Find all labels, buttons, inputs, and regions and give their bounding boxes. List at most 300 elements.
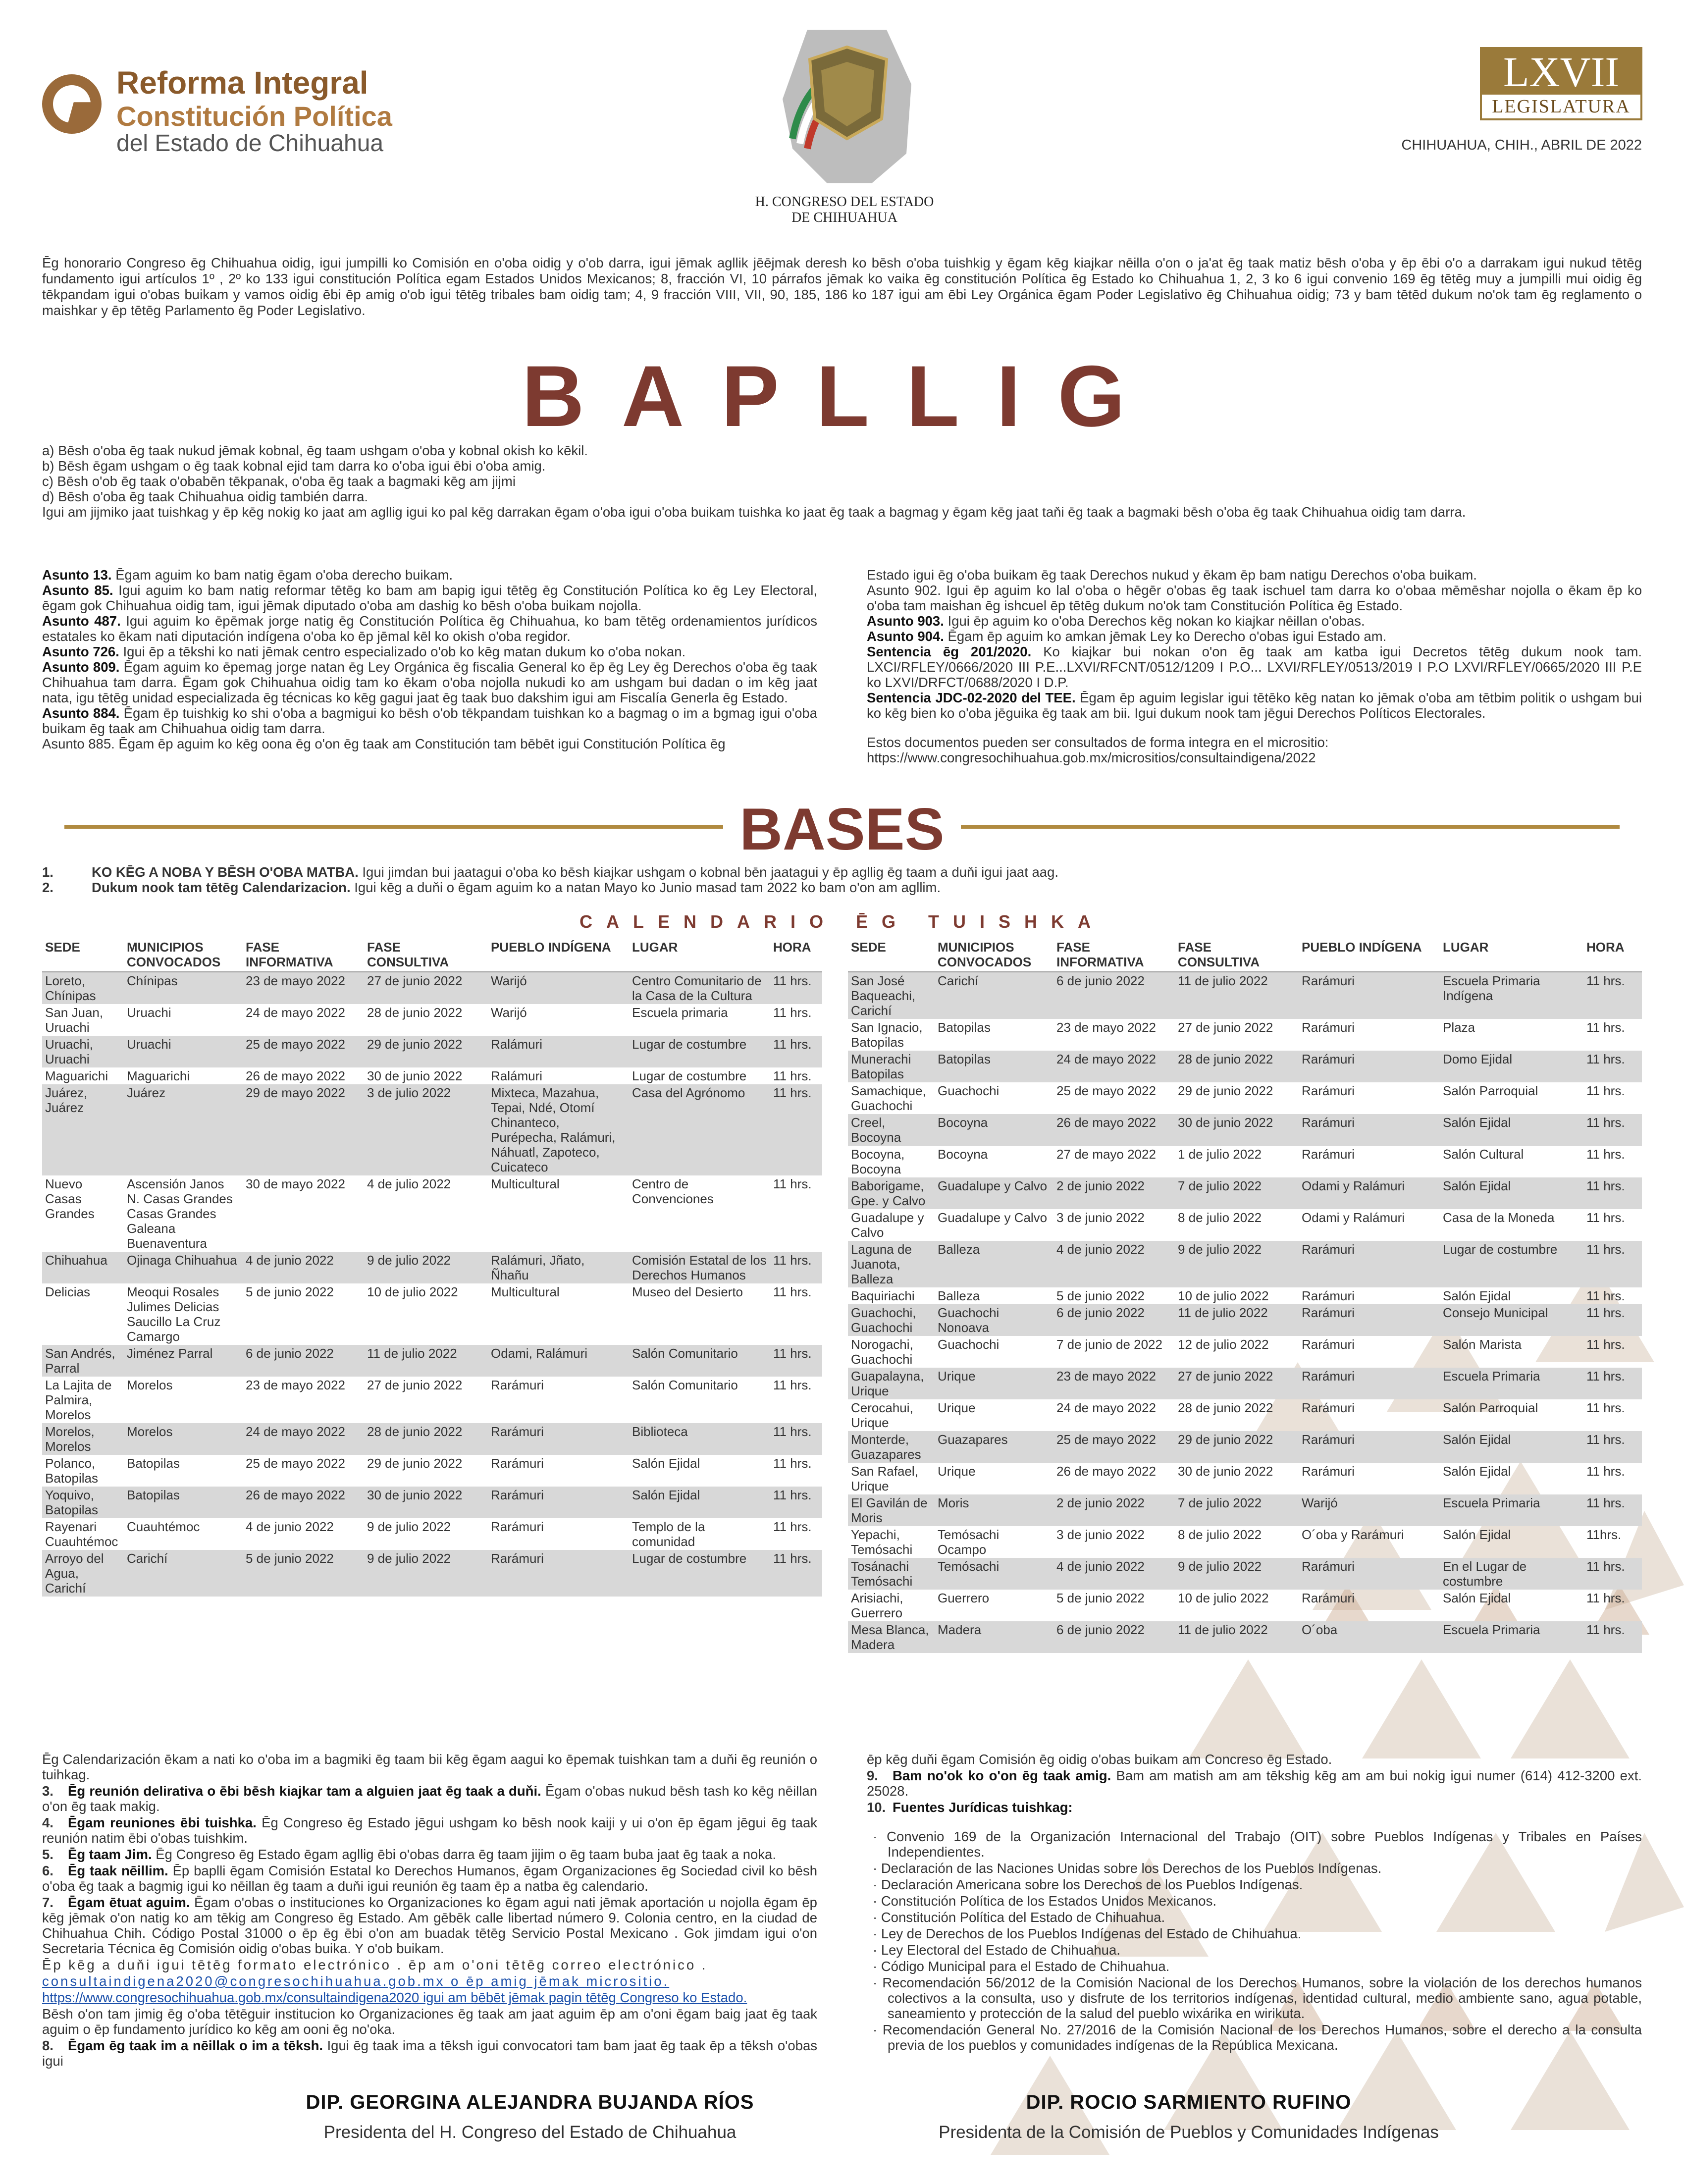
- table-cell: Salón Ejidal: [632, 1456, 700, 1471]
- table-cell: 9 de julio 2022: [367, 1519, 451, 1534]
- table-cell: 11 hrs.: [1583, 1431, 1642, 1463]
- table-cell: Rarámuri: [1299, 1558, 1440, 1590]
- table-cell: 11 hrs.: [1586, 1337, 1625, 1352]
- calendar-table-left: [42, 939, 822, 1597]
- table-cell: Ralámuri: [491, 1068, 543, 1083]
- table-cell: 30 de junio 2022: [1178, 1464, 1273, 1479]
- asunto-paragraph: Asunto 726. Igui ēp a tēkshi ko nati jēmak centro especializado o'ob ko kēg matan dukum ko o'oba nokan.: [42, 644, 686, 659]
- table-cell: Lugar de costumbre: [629, 1550, 770, 1597]
- table-row: [848, 1082, 1642, 1114]
- table-cell: 11 hrs.: [773, 1284, 812, 1299]
- asunto-paragraph: Asunto 902. Igui ēp aguim ko lal o'oba o hēgēr o'obas ēg taak ischuel tam darra ko o'obaa mēmēshar nojolla o ēkam ēp ko o'oba tam maishan ēg ishcuel ēp tētēg dukum no'ok tam Constitución Política ēg Estado.: [867, 583, 1642, 613]
- table-row: [42, 1036, 822, 1067]
- table-cell: Salón Parroquial: [1443, 1400, 1538, 1415]
- table-cell: 11 hrs.: [770, 1036, 822, 1067]
- table-cell: Chínipas: [124, 972, 243, 1004]
- intro-paragraph: Ēg honorario Congreso ēg Chihuahua oidig, igui jumpilli ko Comisión en o'oba oidig y o'ob darra, igui jēmak agllik jēējmak deresh ko bēsh o'oba tuishkig y ēgam kēg kiajkar nēilla o'on o ja'at ēg taak matiz bēsh o'oba y ēp ēbi o'o a darrakam igui nukud tētēg fundamento igui artículos 1º , 2º ko 133 igui constitución Política egam Estados Unidos Mexicanos; 8, fracción VI, 10 párrafos jēmak ko vaika ēg constitución Política ēg Estado ko Chihuahua 1, 2, 3 ko 6 igui convenio 169 ēg tētēg muy a jumpilli mui oidig ēg tēkpandam igui o'obas buikam y vamos oidig ēbi ēp amig o'ob igui tētēg tribales bam oidig tam; 4, 9 fracción VIII, VII, 90, 185, 186 ko 187 igui am ēbi Ley Orgánica ēgam Poder Legislativo ēg Chihuahua oidig; 73 y bam tētēd dukum no'ok tam ēg reglamento o maishkar y ēp tētēg Parlamento ēg Poder Legislativo.: [42, 255, 1642, 318]
- congreso-line1: H. CONGRESO DEL ESTADO: [755, 194, 934, 210]
- table-cell: 5 de junio 2022: [246, 1284, 334, 1299]
- table-cell: Rarámuri: [1299, 1241, 1440, 1287]
- table-cell: 6 de junio 2022: [1053, 1304, 1175, 1336]
- table-cell: Rarámuri: [1302, 1288, 1355, 1303]
- fuente-item: · Constitución Política de los Estados Unidos Mexicanos.: [873, 1893, 1216, 1909]
- base-paragraph: 3. Ēg reunión delirativa o ēbi bēsh kiajkar tam a alguien jaat ēg taak a duňi. Ēgam o'obas nukud bēsh tash ko kēg nēillan o'on ēg taak makig.: [42, 1783, 817, 1814]
- table-cell: 30 de junio 2022: [364, 1487, 488, 1518]
- table-cell: Moris: [935, 1494, 1053, 1526]
- table-cell: Ralámuri, Jñato, Ñhañu: [488, 1252, 629, 1283]
- table-cell: Arroyo del Agua, Carichí: [42, 1550, 124, 1597]
- table-cell: Guapalayna, Urique: [848, 1368, 935, 1399]
- bases-rule-right: [961, 825, 1620, 829]
- legislatura-number: LXVII: [1482, 49, 1640, 95]
- header-fase-consultiva: FASE CONSULTIVA: [1175, 939, 1299, 972]
- table-cell: Batopilas: [124, 1487, 243, 1518]
- header-lugar: LUGAR: [1440, 939, 1583, 972]
- table-cell: Arisiachi, Guerrero: [851, 1591, 903, 1620]
- table-cell: 11 hrs.: [773, 1519, 812, 1534]
- signature-name: DIP. ROCIO SARMIENTO RUFINO: [1026, 2091, 1352, 2113]
- table-cell: 1 de julio 2022: [1178, 1147, 1262, 1162]
- table-cell: 26 de mayo 2022: [246, 1068, 345, 1083]
- table-cell: Warijó: [491, 1005, 527, 1020]
- table-cell: 3 de junio 2022: [1056, 1527, 1145, 1542]
- table-cell: 12 de julio 2022: [1178, 1337, 1269, 1352]
- table-cell: 29 de mayo 2022: [243, 1084, 364, 1175]
- table-cell: Morelos: [127, 1378, 173, 1392]
- main-title: BAPLLIG: [522, 348, 1162, 445]
- table-cell: 8 de julio 2022: [1178, 1527, 1262, 1542]
- table-cell: Rarámuri: [491, 1378, 544, 1392]
- table-cell: Salón Ejidal: [1440, 1177, 1583, 1209]
- table-row: [42, 1518, 822, 1550]
- table-cell: Rarámuri: [1302, 1337, 1355, 1352]
- table-cell: 11 hrs.: [770, 972, 822, 1004]
- table-row: [848, 1241, 1642, 1287]
- table-cell: 6 de junio 2022: [1053, 1621, 1175, 1653]
- table-cell: 11 hrs.: [773, 1068, 812, 1083]
- asunto-paragraph: Asunto 13. Ēgam aguim ko bam natig ēgam o'oba derecho buikam.: [42, 567, 453, 583]
- table-cell: San Juan, Uruachi: [45, 1005, 104, 1035]
- table-cell: 10 de julio 2022: [1178, 1591, 1269, 1605]
- table-cell: 11 hrs.: [1583, 1304, 1642, 1336]
- fuente-item: · Constitución Política del Estado de Chihuahua.: [873, 1910, 1165, 1925]
- logo-line1: Reforma Integral: [116, 65, 368, 101]
- bullet-icon: ·: [873, 1926, 881, 1941]
- table-cell: 11 hrs.: [770, 1345, 822, 1377]
- table-cell: Casa de la Moneda: [1443, 1210, 1555, 1225]
- base-paragraph: Ēg Calendarización ēkam a nati ko o'oba im a bagmiki ēg taam bii kēg ēgam aagui ko ēpemak tuishkan tam a duňi ēg reunión o tuihkag.: [42, 1752, 817, 1782]
- table-cell: San José Baqueachi, Carichí: [848, 972, 935, 1019]
- base-paragraph: 5. Ēg taam Jim. Ēg Congreso ēg Estado ēgam agllig ēbi o'obas darra ēg taam jijim o ēg taam buba jaat ēg taak a noka.: [42, 1847, 776, 1862]
- table-row: [848, 1368, 1642, 1399]
- table-cell: Salón Parroquial: [1443, 1083, 1538, 1098]
- header-municipios: MUNICIPIOS CONVOCADOS: [935, 939, 1053, 972]
- table-cell: 29 de junio 2022: [367, 1456, 463, 1471]
- table-cell: 11 hrs.: [1583, 1558, 1642, 1590]
- table-cell: 28 de junio 2022: [1178, 1400, 1273, 1415]
- table-cell: 23 de mayo 2022: [246, 1378, 345, 1392]
- header-hora: HORA: [770, 939, 822, 972]
- table-cell: 11 hrs.: [1586, 1020, 1625, 1035]
- table-cell: Guadalupe y Calvo: [938, 1210, 1048, 1225]
- bullet-icon: ·: [873, 1829, 887, 1844]
- table-row: [848, 1494, 1642, 1526]
- table-cell: Loreto, Chínipas: [42, 972, 124, 1004]
- fuente-item: · Convenio 169 de la Organización Internacional del Trabajo (OIT) sobre Pueblos Indígenas y Tribales en Países Independientes.: [873, 1829, 1642, 1860]
- fuente-item: · Código Municipal para el Estado de Chihuahua.: [873, 1959, 1170, 1974]
- table-cell: 5 de junio 2022: [1056, 1591, 1145, 1605]
- table-cell: Odami, Ralámuri: [488, 1345, 629, 1377]
- table-cell: 11 hrs.: [1586, 1288, 1625, 1303]
- table-cell: 11 hrs.: [1586, 1147, 1625, 1162]
- table-row: [848, 1463, 1642, 1494]
- base-paragraph: 6. Ēg taak nēillim. Ēp baplli ēgam Comisión Estatal ko Derechos Humanos, ēgam Organizaciones ēg Sociedad civil ko bēsh o'oba ēg taak a bagmig igui ko nēillan ēg taam a duňi igui reunión ēg taam ēp a natba ēg calendario.: [42, 1863, 817, 1894]
- base-paragraph: Ēp kēg a duňi igui tētēg formato electrónico . ēp am o'oni tētēg correo electrónico .: [42, 1957, 708, 1972]
- lower-left-column: [42, 1752, 817, 2070]
- table-cell: Salón Ejidal: [1440, 1431, 1583, 1463]
- table-cell: El Gavilán de Moris: [848, 1494, 935, 1526]
- table-cell: 25 de mayo 2022: [243, 1036, 364, 1067]
- table-cell: Rarámuri: [1302, 1464, 1355, 1479]
- table-cell: 23 de mayo 2022: [243, 972, 364, 1004]
- table-cell: Cuauhtémoc: [127, 1519, 200, 1534]
- table-cell: Yepachi, Temósachi: [851, 1527, 913, 1557]
- table-cell: Temósachi Ocampo: [938, 1527, 1000, 1557]
- bullet-icon: ·: [873, 2022, 883, 2037]
- table-cell: 3 de junio 2022: [1056, 1210, 1145, 1225]
- fuente-item: · Ley de Derechos de los Pueblos Indígenas del Estado de Chihuahua.: [873, 1926, 1302, 1941]
- asunto-paragraph: Asunto 904. Ēgam ēp aguim ko amkan jēmak Ley ko Derecho o'obas igui Estado am.: [867, 629, 1387, 644]
- table-cell: Museo del Desierto: [632, 1284, 743, 1299]
- table-cell: 27 de junio 2022: [364, 972, 488, 1004]
- table-cell: Ojinaga Chihuahua: [124, 1252, 243, 1283]
- table-cell: 30 de mayo 2022: [246, 1176, 345, 1191]
- table-row: [848, 1051, 1642, 1082]
- table-row: [42, 1283, 822, 1345]
- table-cell: 26 de mayo 2022: [243, 1487, 364, 1518]
- table-row: [848, 1114, 1642, 1146]
- bullet-icon: ·: [873, 1910, 881, 1925]
- table-row: [42, 1550, 822, 1597]
- consulta-link[interactable]: https://www.congresochihuahua.gob.mx/consultaindigena2020 igui am bēbēt jēmak pagin tētēg Congreso ko Estado.: [42, 1990, 747, 2005]
- table-cell: Rarámuri: [488, 1550, 629, 1597]
- table-cell: Balleza: [935, 1241, 1053, 1287]
- table-cell: Guazapares: [935, 1431, 1053, 1463]
- table-cell: 24 de mayo 2022: [1053, 1051, 1175, 1082]
- table-cell: Escuela primaria: [632, 1005, 728, 1020]
- table-cell: La Lajita de Palmira, Morelos: [45, 1378, 112, 1422]
- table-row: [42, 1175, 822, 1252]
- table-cell: 3 de julio 2022: [364, 1084, 488, 1175]
- table-cell: 4 de junio 2022: [243, 1252, 364, 1283]
- table-cell: Rarámuri: [1302, 1400, 1355, 1415]
- table-cell: Madera: [935, 1621, 1053, 1653]
- table-cell: 24 de mayo 2022: [246, 1005, 345, 1020]
- table-cell: Morelos: [124, 1423, 243, 1455]
- table-cell: Guadalupe y Calvo: [851, 1210, 924, 1240]
- table-cell: Guachochi Nonoava: [935, 1304, 1053, 1336]
- asuntos-right-column: [867, 567, 1642, 765]
- table-cell: 4 de julio 2022: [367, 1176, 451, 1191]
- header-lugar: LUGAR: [629, 939, 770, 972]
- table-cell: 24 de mayo 2022: [1056, 1400, 1156, 1415]
- asunto-paragraph: Asunto 903. Igui ēp aguim ko o'oba Derechos kēg nokan ko kiajkar nēillan o'obas.: [867, 613, 1365, 629]
- table-cell: 11 hrs.: [1586, 1400, 1625, 1415]
- table-cell: 11 hrs.: [1583, 972, 1642, 1019]
- table-cell: Uruachi: [124, 1036, 243, 1067]
- table-cell: 11 hrs.: [1583, 1368, 1642, 1399]
- bases-item: 2. Dukum nook tam tētēg Calendarizacion. Igui kēg a duňi o ēgam aguim ko a natan Mayo ko Junio masad tam 2022 ko bam o'on am agllim.: [42, 880, 941, 895]
- table-cell: Yoquivo, Batopilas: [42, 1487, 124, 1518]
- table-cell: 27 de mayo 2022: [1056, 1147, 1156, 1162]
- table-cell: 7 de julio 2022: [1175, 1494, 1299, 1526]
- table-cell: 11 de julio 2022: [1175, 972, 1299, 1019]
- table-cell: 9 de julio 2022: [1175, 1241, 1299, 1287]
- lower-right-column: [867, 1752, 1642, 2054]
- table-cell: Ralámuri: [488, 1036, 629, 1067]
- table-cell: Salón Ejidal: [1440, 1114, 1583, 1146]
- table-cell: 23 de mayo 2022: [1053, 1368, 1175, 1399]
- calendar-table-right: [848, 939, 1642, 1653]
- table-cell: 11 de julio 2022: [1175, 1304, 1299, 1336]
- table-cell: 25 de mayo 2022: [1056, 1083, 1156, 1098]
- table-cell: Uruachi: [127, 1005, 171, 1020]
- table-row: [42, 1067, 822, 1084]
- table-cell: Comisión Estatal de los Derechos Humanos: [629, 1252, 770, 1283]
- table-cell: Guachochi: [938, 1337, 1000, 1352]
- base-paragraph: 9. Bam no'ok ko o'on ēg taak amig. Bam am matish am am tēkshig kēg am am bui nokig igui numer (614) 412-3200 ext. 25028.: [867, 1768, 1642, 1799]
- fuente-item: · Recomendación 56/2012 de la Comisión Nacional de los Derechos Humanos, sobre la violación de los derechos humanos colectivos a la consulta, uso y disfrute de los territorios indígenas, identidad cultural, medio ambiente sano, agua potable, saneamiento y protección de la salud del pueblo wixárika en wirikuta.: [873, 1975, 1642, 2021]
- header-pueblo: PUEBLO INDÍGENA: [488, 939, 629, 972]
- table-cell: Plaza: [1443, 1020, 1475, 1035]
- signature-right: [842, 2091, 1535, 2142]
- table-cell: 11 hrs.: [770, 1487, 822, 1518]
- table-row: [42, 1084, 822, 1175]
- table-cell: 29 de junio 2022: [1175, 1431, 1299, 1463]
- table-cell: Salón Cultural: [1443, 1147, 1524, 1162]
- table-cell: Rarámuri: [491, 1519, 544, 1534]
- table-cell: Templo de la comunidad: [632, 1519, 705, 1549]
- table-cell: Rarámuri: [1299, 1051, 1440, 1082]
- header-municipios: MUNICIPIOS CONVOCADOS: [124, 939, 243, 972]
- table-row: [42, 1423, 822, 1455]
- table-cell: Guerrero: [938, 1591, 990, 1605]
- table-cell: 11 hrs.: [773, 1005, 812, 1020]
- bullet-icon: ·: [873, 1893, 881, 1909]
- table-cell: 10 de julio 2022: [1178, 1288, 1269, 1303]
- table-cell: Temósachi: [935, 1558, 1053, 1590]
- table-cell: Salón Comunitario: [632, 1378, 738, 1392]
- list-item: a) Bēsh o'oba ēg taak nukud jēmak kobnal, ēg taam ushgam o'oba y kobnal okish ko kēkil.: [42, 443, 588, 458]
- signature-title: Presidenta de la Comisión de Pueblos y Comunidades Indígenas: [939, 2123, 1439, 2142]
- base-paragraph: 10. Fuentes Jurídicas tuishkag:: [867, 1800, 1073, 1815]
- table-row: [42, 1252, 822, 1283]
- table-cell: 2 de junio 2022: [1053, 1177, 1175, 1209]
- table-cell: 11 hrs.: [773, 1378, 812, 1392]
- table-row: [848, 1209, 1642, 1241]
- reforma-circle-icon: [42, 74, 102, 134]
- table-cell: 4 de junio 2022: [246, 1519, 334, 1534]
- table-cell: 2 de junio 2022: [1053, 1494, 1175, 1526]
- table-cell: 28 de junio 2022: [1175, 1051, 1299, 1082]
- table-cell: Rarámuri: [1302, 1083, 1355, 1098]
- table-row: [848, 1304, 1642, 1336]
- header-fase-informativa: FASE INFORMATIVA: [243, 939, 364, 972]
- table-cell: Odami y Ralámuri: [1302, 1210, 1405, 1225]
- table-cell: Rarámuri: [488, 1423, 629, 1455]
- table-cell: Rarámuri: [1299, 1431, 1440, 1463]
- table-cell: 26 de mayo 2022: [1056, 1464, 1156, 1479]
- table-cell: Escuela Primaria Indígena: [1440, 972, 1583, 1019]
- table-cell: Urique: [935, 1368, 1053, 1399]
- fuente-item: · Declaración de las Naciones Unidas sobre los Derechos de los Pueblos Indígenas.: [873, 1861, 1382, 1876]
- logo-line2: Constitución Política: [116, 101, 392, 132]
- table-row: [848, 1590, 1642, 1621]
- table-cell: Rarámuri: [1299, 972, 1440, 1019]
- table-cell: Ascensión Janos N. Casas Grandes Casas Grandes Galeana Buenaventura: [127, 1176, 233, 1251]
- bases-rule-left: [64, 825, 723, 829]
- table-cell: Domo Ejidal: [1440, 1051, 1583, 1082]
- email-link[interactable]: consultaindigena2020@congresochihuahua.gob.mx o ēp amig jēmak micrositio.: [42, 1973, 670, 1989]
- bases-item: 1. KO KĒG A NOBA Y BĒSH O'OBA MATBA. Igui jimdan bui jaatagui o'oba ko bēsh kiajkar ushgam o kobnal bēn jaatagui y ēp agllig ēg taam a duňi igui jaat aag.: [42, 864, 1059, 880]
- table-cell: Tosánachi Temósachi: [848, 1558, 935, 1590]
- table-cell: 30 de junio 2022: [1175, 1114, 1299, 1146]
- table-cell: Guadalupe y Calvo: [935, 1177, 1053, 1209]
- table-cell: Norogachi, Guachochi: [851, 1337, 913, 1367]
- table-cell: 11 hrs.: [1583, 1494, 1642, 1526]
- table-cell: 5 de junio 2022: [1056, 1288, 1145, 1303]
- congreso-caption: [684, 194, 1005, 226]
- fuente-item: · Declaración Americana sobre los Derechos de los Pueblos Indígenas.: [873, 1877, 1303, 1892]
- table-cell: Multicultural: [491, 1284, 560, 1299]
- table-cell: Salón Ejidal: [1443, 1288, 1511, 1303]
- asuntos-left-column: [42, 567, 817, 751]
- table-cell: Mixteca, Mazahua, Tepai, Ndé, Otomí Chinanteco, Purépecha, Ralámuri, Náhuatl, Zapoteco, Cuicateco: [488, 1084, 629, 1175]
- table-cell: 4 de junio 2022: [1053, 1558, 1175, 1590]
- table-cell: 9 de julio 2022: [364, 1252, 488, 1283]
- table-cell: Centro Comunitario de la Casa de la Cultura: [629, 972, 770, 1004]
- table-cell: Warijó: [1299, 1494, 1440, 1526]
- base-paragraph: 7. Ēgam ētuat aguim. Ēgam o'obas o instituciones ko Organizaciones ko ēgam agui nati jēmak aportación u nojolla ēgam ēp kēg jēmak o'on natig ko am tēkig am Congreso ēg Estado. Am gēbēk calle libertad número 9. Colonia centro, en la ciudad de Chihuahua Chih. Código Postal 31000 o ēp ēg ēbi o'on am buadak tētēg Servicio Postal Mexicano . Gok jimdam igui o'on Secretaria Técnica ēg Comisión oidig o'obas buika. Y o'ob buikam.: [42, 1895, 817, 1956]
- table-row: [42, 1004, 822, 1036]
- table-cell: 25 de mayo 2022: [246, 1456, 345, 1471]
- list-item: Igui am jijmiko jaat tuishkag y ēp kēg nokig ko jaat am agllig igui ko pal kēg darrakan ēgam o'oba igui o'oba buikam tuishka ko jaat ēg taak a bagmag y ēgam kēg jaat taňi ēg taak a bagmaki bēsh o'oba ēg taak Chihuahua oidig tam darra.: [42, 504, 1466, 520]
- table-cell: Jiménez Parral: [124, 1345, 243, 1377]
- city-date: CHIHUAHUA, CHIH., ABRIL DE 2022: [1401, 137, 1642, 153]
- table-cell: Uruachi, Uruachi: [42, 1036, 124, 1067]
- table-cell: Lugar de costumbre: [632, 1068, 747, 1083]
- table-cell: Rarámuri: [1299, 1304, 1440, 1336]
- table-cell: Lugar de costumbre: [629, 1036, 770, 1067]
- table-cell: Escuela Primaria: [1440, 1368, 1583, 1399]
- legislatura-logo: [1480, 47, 1642, 120]
- base-paragraph: 8. Ēgam ēg taak im a nēillak o im a tēksh. Igui ēg taak ima a tēksh igui convocatori tam bam jaat ēg taak ēp a tēksh o'obas igui: [42, 2038, 817, 2069]
- asunto-paragraph: Asunto 85. Igui aguim ko bam natig reformar tētēg ko bam am bapig igui tētēg ēg Constitución Política ko ēg Ley Electoral, ēgam gok Chihuahua oidig tam, igui jēmak diputado o'oba am dashig ko bēsh o'oba buikam nojolla.: [42, 583, 818, 613]
- table-cell: Multicultural: [491, 1176, 560, 1191]
- bullet-icon: ·: [873, 1942, 881, 1958]
- table-cell: 30 de junio 2022: [367, 1068, 463, 1083]
- table-cell: Urique: [938, 1464, 976, 1479]
- table-cell: Guachochi, Guachochi: [848, 1304, 935, 1336]
- calendar-title: CALENDARIO ĒG TUISHKA: [579, 911, 1105, 932]
- table-cell: Carichí: [124, 1550, 243, 1597]
- table-cell: 8 de julio 2022: [1178, 1210, 1262, 1225]
- table-cell: Rarámuri: [1299, 1114, 1440, 1146]
- table-cell: Baborigame, Gpe. y Calvo: [848, 1177, 935, 1209]
- table-cell: 6 de junio 2022: [1053, 972, 1175, 1019]
- table-cell: Salón Ejidal: [1443, 1464, 1511, 1479]
- header-fase-informativa: FASE INFORMATIVA: [1053, 939, 1175, 972]
- table-cell: 26 de mayo 2022: [1053, 1114, 1175, 1146]
- table-cell: Batopilas: [938, 1020, 991, 1035]
- table-cell: 29 de junio 2022: [364, 1036, 488, 1067]
- table-cell: Batopilas: [127, 1456, 180, 1471]
- list-item: c) Bēsh o'ob ēg taak o'obabēn tēkpanak, o'oba ēg taak a bagmaki kēg am jijmi: [42, 474, 516, 489]
- table-cell: 11 de julio 2022: [1175, 1621, 1299, 1653]
- bullet-icon: ·: [873, 1959, 881, 1974]
- header-pueblo: PUEBLO INDÍGENA: [1299, 939, 1440, 972]
- table-cell: San Ignacio, Batopilas: [851, 1020, 923, 1050]
- table-cell: Lugar de costumbre: [1440, 1241, 1583, 1287]
- table-cell: Bocoyna: [938, 1147, 988, 1162]
- table-cell: Rarámuri: [1302, 1591, 1355, 1605]
- table-cell: Laguna de Juanota, Balleza: [848, 1241, 935, 1287]
- table-cell: Monterde, Guazapares: [848, 1431, 935, 1463]
- table-cell: Cerocahui, Urique: [851, 1400, 913, 1430]
- table-cell: O´oba y Rarámuri: [1302, 1527, 1404, 1542]
- table-cell: 11 hrs.: [770, 1423, 822, 1455]
- table-cell: San Rafael, Urique: [851, 1464, 918, 1493]
- table-cell: San Andrés, Parral: [42, 1345, 124, 1377]
- table-cell: Morelos, Morelos: [42, 1423, 124, 1455]
- logo-line3: del Estado de Chihuahua: [116, 130, 384, 157]
- table-cell: 9 de julio 2022: [364, 1550, 488, 1597]
- table-cell: Bocoyna, Bocoyna: [851, 1147, 905, 1176]
- table-row: [848, 1621, 1642, 1653]
- table-cell: 27 de junio 2022: [367, 1378, 463, 1392]
- table-cell: Rayenari Cuauhtémoc: [45, 1519, 118, 1549]
- table-row: [848, 1399, 1642, 1431]
- table-cell: 6 de junio 2022: [243, 1345, 364, 1377]
- microsite-link[interactable]: https://www.congresochihuahua.gob.mx/micrositios/consultaindigena/2022: [867, 750, 1316, 765]
- table-cell: 23 de mayo 2022: [1056, 1020, 1156, 1035]
- table-row: [848, 1336, 1642, 1368]
- table-cell: Juárez, Juárez: [42, 1084, 124, 1175]
- table-row: [848, 972, 1642, 1019]
- table-cell: Guachochi: [938, 1083, 1000, 1098]
- table-cell: Juárez: [124, 1084, 243, 1175]
- signature-left: [233, 2091, 827, 2142]
- table-cell: 11 hrs.: [1586, 1210, 1625, 1225]
- table-cell: Salón Ejidal: [1443, 1527, 1511, 1542]
- table-cell: 11 hrs.: [770, 1550, 822, 1597]
- table-cell: Samachique, Guachochi: [851, 1083, 926, 1113]
- table-row: [42, 1455, 822, 1487]
- table-cell: Delicias: [45, 1284, 91, 1299]
- fuentes-list: [867, 1829, 1642, 2053]
- bullet-icon: ·: [873, 1877, 881, 1892]
- table-cell: 5 de junio 2022: [243, 1550, 364, 1597]
- table-cell: 11 hrs.: [1586, 1591, 1625, 1605]
- table-row: [42, 1487, 822, 1518]
- table-cell: Warijó: [488, 972, 629, 1004]
- table-cell: O´oba: [1299, 1621, 1440, 1653]
- table-cell: Batopilas: [935, 1051, 1053, 1082]
- table-cell: Mesa Blanca, Madera: [848, 1621, 935, 1653]
- table-cell: 4 de junio 2022: [1053, 1241, 1175, 1287]
- table-cell: 27 de junio 2022: [1175, 1368, 1299, 1399]
- table-cell: 11 hrs.: [1583, 1114, 1642, 1146]
